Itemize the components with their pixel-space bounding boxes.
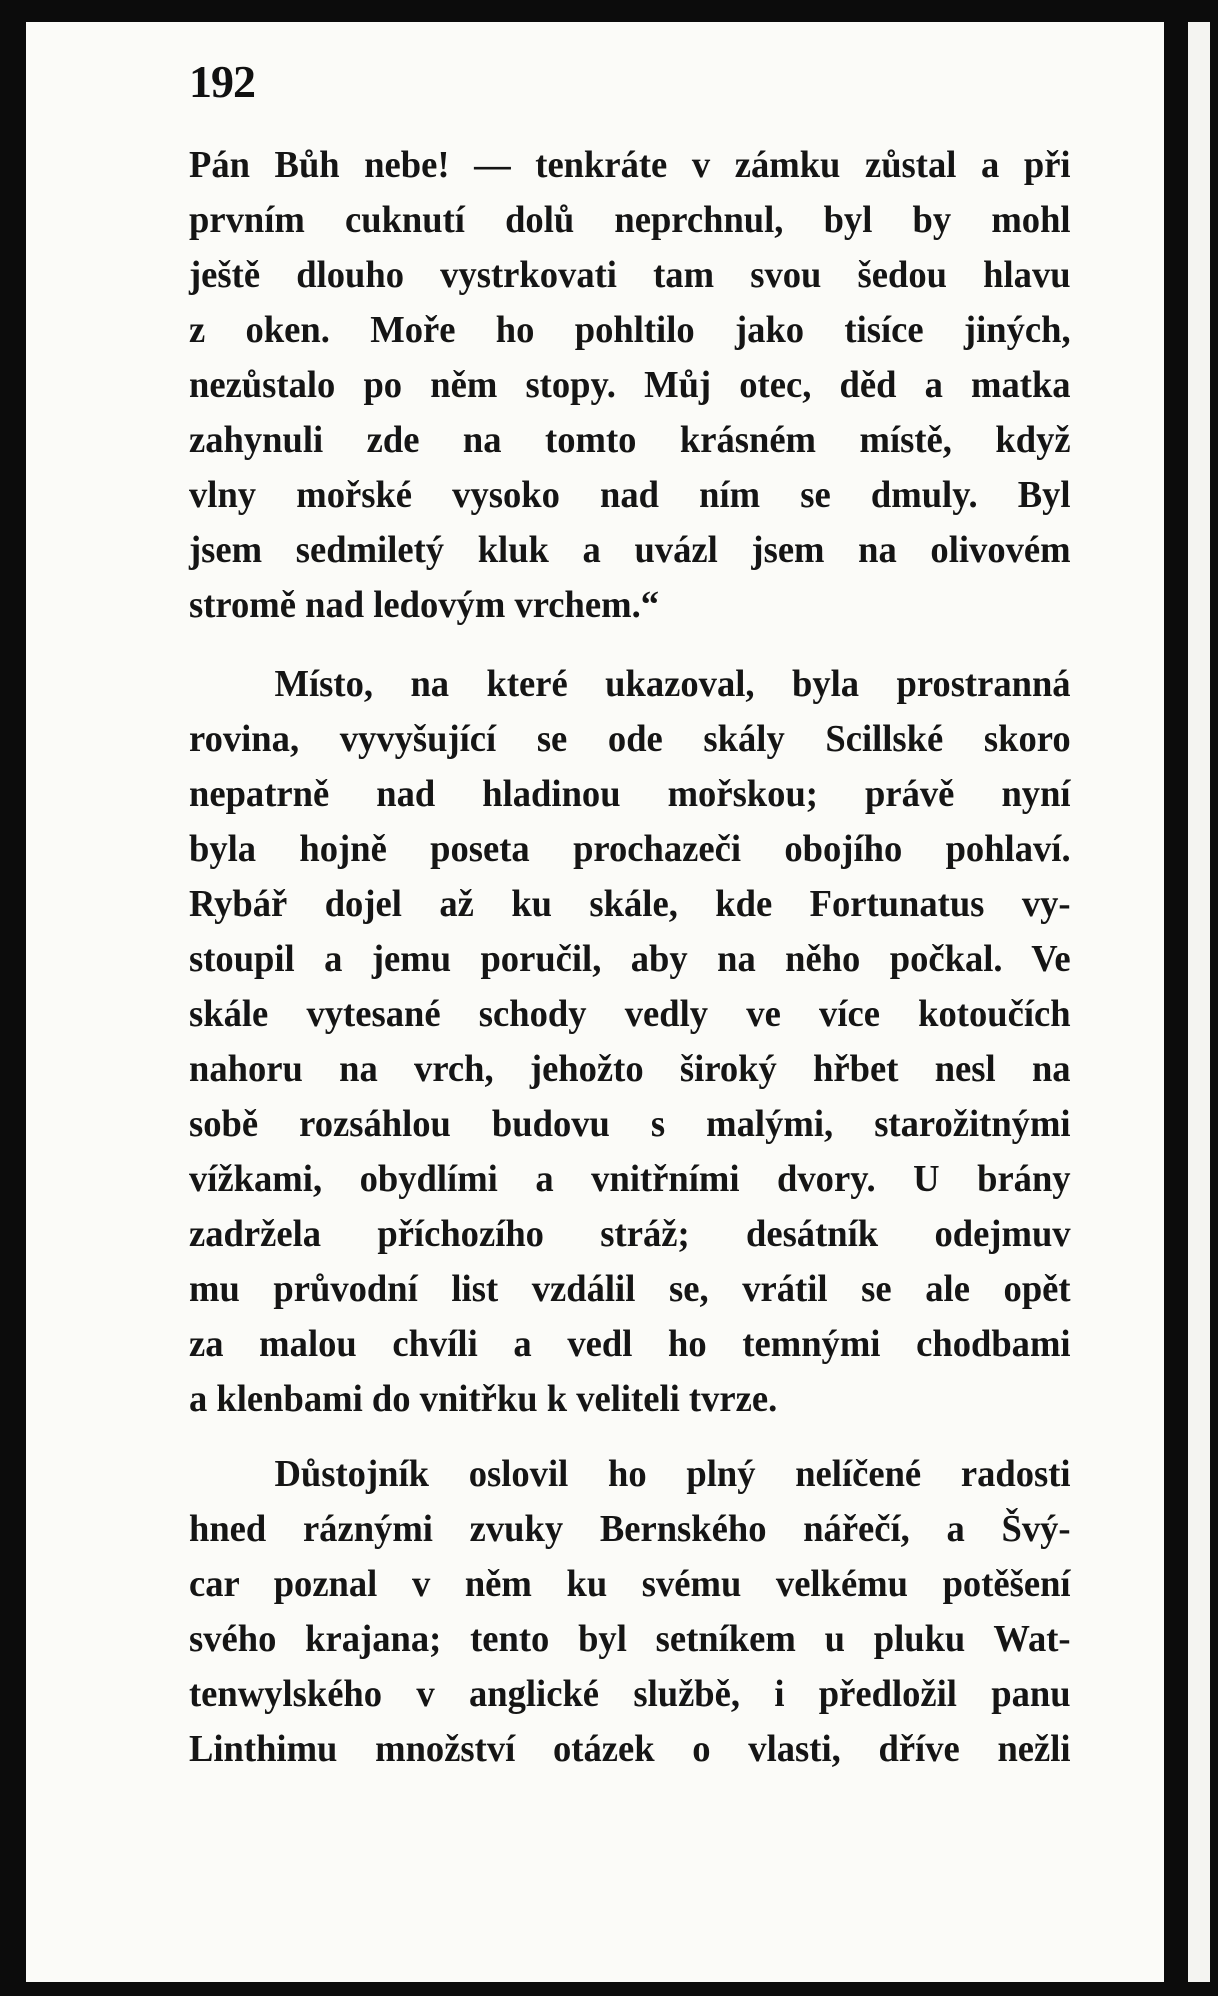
text-line: stromě nad ledovým vrchem.“ <box>189 584 660 626</box>
text-line: prvním cuknutí dolů neprchnul, byl by mohl <box>189 199 1071 241</box>
text-line: Důstojník oslovil ho plný nelíčené radosti <box>274 1453 1071 1495</box>
text-line: nahoru na vrch, jehožto široký hřbet nesl na <box>189 1048 1071 1090</box>
text-line: hned ráznými zvuky Bernského nářečí, a Švý- <box>189 1508 1071 1550</box>
text-line: nezůstalo po něm stopy. Můj otec, děd a matka <box>189 364 1071 406</box>
text-line: Rybář dojel až ku skále, kde Fortunatus vy- <box>189 883 1071 925</box>
text-line: stoupil a jemu poručil, aby na něho počkal. Ve <box>189 938 1071 980</box>
text-line: skále vytesané schody vedly ve více kotoučích <box>189 993 1071 1035</box>
text-line: zadržela příchozího stráž; desátník odejmuv <box>189 1213 1071 1255</box>
text-line: Linthimu množství otázek o vlasti, dříve nežli <box>189 1728 1071 1770</box>
text-line: vlny mořské vysoko nad ním se dmuly. Byl <box>189 474 1071 516</box>
paragraph-1 <box>189 138 1071 633</box>
text-line: svého krajana; tento byl setníkem u pluku Wat- <box>189 1618 1071 1660</box>
text-line: Pán Bůh nebe! — tenkráte v zámku zůstal a při <box>189 144 1071 186</box>
text-line: vížkami, obydlími a vnitřními dvory. U brány <box>189 1158 1071 1200</box>
text-line: rovina, vyvyšující se ode skály Scillské skoro <box>189 718 1071 760</box>
text-line: z oken. Moře ho pohltilo jako tisíce jiných, <box>189 309 1071 351</box>
adjacent-page-edge <box>1188 22 1210 1982</box>
paragraph-2 <box>189 657 1071 1427</box>
paragraph-3 <box>189 1447 1071 1777</box>
text-line: sobě rozsáhlou budovu s malými, starožitnými <box>189 1103 1071 1145</box>
text-line: za malou chvíli a vedl ho temnými chodbami <box>189 1323 1071 1365</box>
page-number: 192 <box>189 56 255 107</box>
text-line: car poznal v něm ku svému velkému potěšení <box>189 1563 1071 1605</box>
text-line: mu průvodní list vzdálil se, vrátil se ale opět <box>189 1268 1071 1310</box>
text-line: ještě dlouho vystrkovati tam svou šedou hlavu <box>189 254 1071 296</box>
text-line: tenwylského v anglické službě, i předložil panu <box>189 1673 1071 1715</box>
text-line: zahynuli zde na tomto krásném místě, když <box>189 419 1071 461</box>
text-line: a klenbami do vnitřku k veliteli tvrze. <box>189 1378 778 1420</box>
text-line: nepatrně nad hladinou mořskou; právě nyní <box>189 773 1071 815</box>
text-line: jsem sedmiletý kluk a uvázl jsem na olivovém <box>189 529 1071 571</box>
text-line: byla hojně poseta prochazeči obojího pohlaví. <box>189 828 1071 870</box>
text-line: Místo, na které ukazoval, byla prostranná <box>274 663 1071 705</box>
